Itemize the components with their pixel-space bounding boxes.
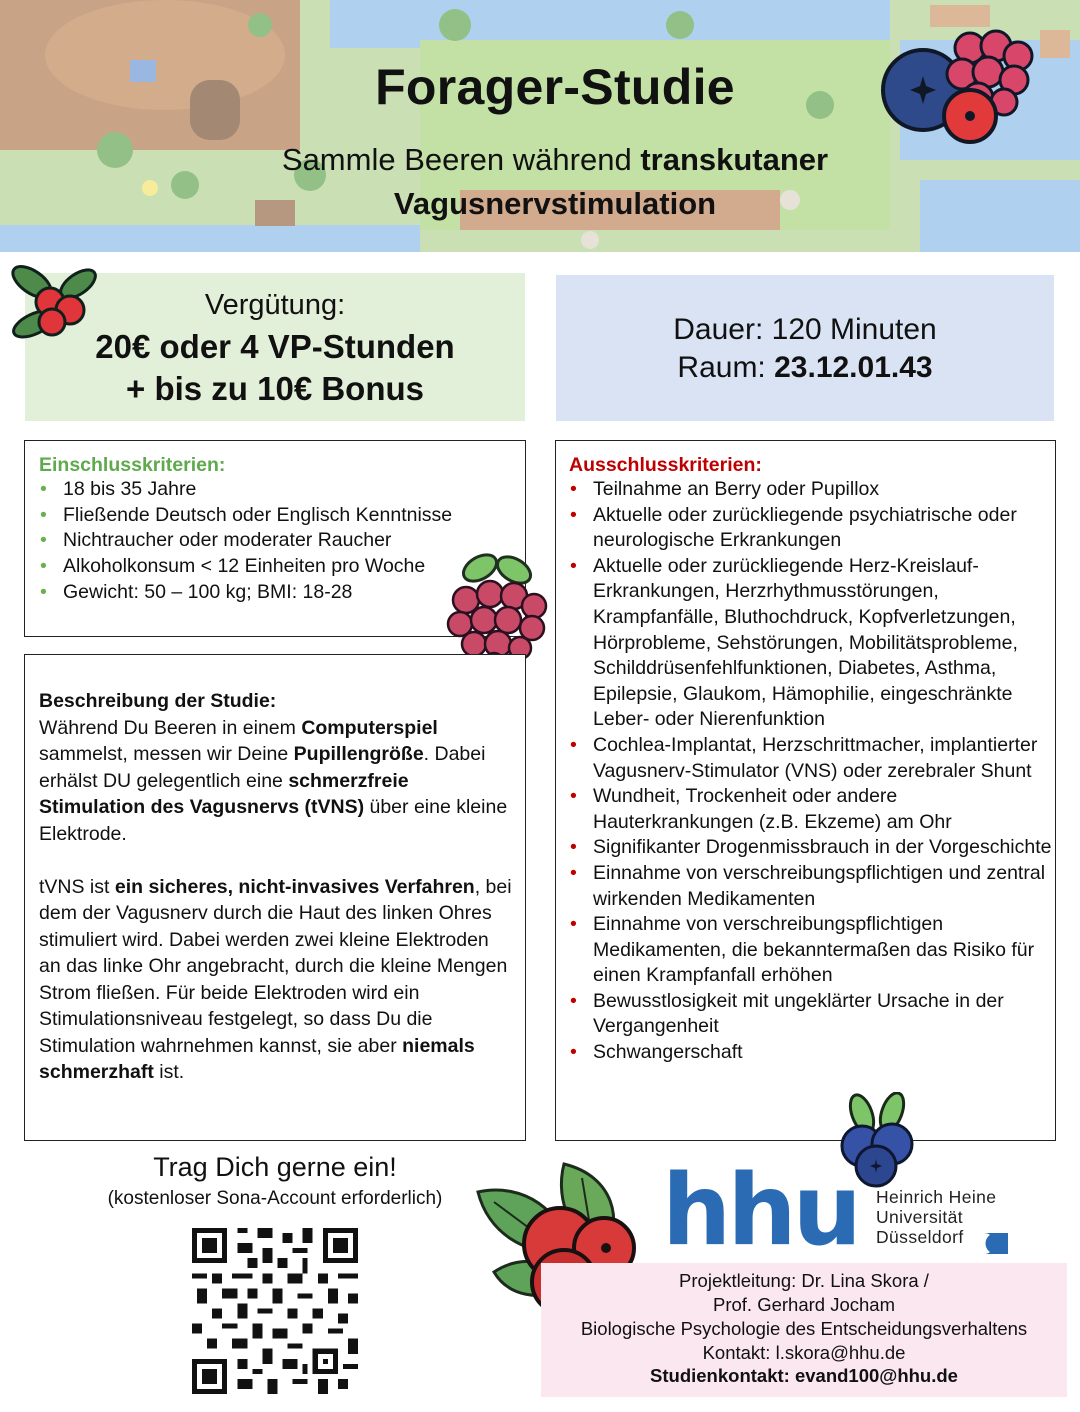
list-item: • Bewusstlosigkeit mit ungeklärter Ursache in der Vergangenheit — [569, 989, 1053, 1040]
text-run-bold: ein sicheres, nicht-invasives Verfahren — [114, 875, 475, 898]
exclusion-panel — [555, 440, 1056, 1141]
hhu-logo-text: hhu — [662, 1168, 858, 1260]
list-item: • Einnahme von verschreibungspflichtigen und zentral wirkenden Medikamenten — [569, 861, 1053, 912]
contact-email[interactable]: Kontakt: l.skora@hhu.de — [702, 1342, 906, 1363]
text-run-bold: schmerzfreie Stimulation des Vagusnervs (tVNS) — [39, 769, 409, 818]
list-item: • Schwangerschaft — [569, 1040, 1053, 1066]
description-panel — [24, 654, 526, 1141]
duration-box — [556, 275, 1054, 421]
list-item: • Aktuelle oder zurückliegende psychiatrische oder neurologische Erkrankungen — [569, 503, 1053, 554]
list-item: • Fließende Deutsch oder Englisch Kenntnisse — [39, 503, 519, 529]
list-item: • Einnahme von verschreibungspflichtigen Medikamenten, die bekanntermaßen das Risiko für einen Krampfanfall erhöhen — [569, 912, 1053, 989]
compensation-bonus: + bis zu 10€ Bonus — [126, 370, 424, 407]
study-contact-email[interactable]: Studienkontakt: evand100@hhu.de — [650, 1365, 958, 1386]
university-name-line-3: Düsseldorf — [876, 1227, 964, 1247]
department-name: Biologische Psychologie des Entscheidungsverhaltens — [580, 1318, 1028, 1339]
room-value: 23.12.01.43 — [774, 351, 933, 384]
list-item: • Alkoholkonsum < 12 Einheiten pro Woche — [39, 554, 519, 580]
compensation-label: Vergütung: — [204, 289, 346, 321]
exclusion-list — [569, 477, 1053, 1066]
list-item: • Wundheit, Trockenheit oder andere Hauterkrankungen (z.B. Ekzeme) am Ohr — [569, 784, 1053, 835]
signup-note: (kostenloser Sona-Account erforderlich) — [107, 1188, 443, 1209]
text-run: , bei dem der Vagusnerv durch die Haut des linken Ohres stimuliert wird. Dabei werden zwei kleine Elektroden an das linke Ohr angebracht, durch die kleine Mengen Strom fließen. Für beide Elektroden wird ein Stimulationsniveau festgelegt, so dass Du die Stimulation wahrnehmen kannst, sie aber — [39, 875, 512, 1057]
text-run-bold: niemals schmerzhaft — [39, 1034, 475, 1083]
room-label: Raum: — [677, 351, 775, 384]
text-run: ist. — [153, 1061, 185, 1083]
list-item: • Signifikanter Drogenmissbrauch in der Vorgeschichte — [569, 835, 1053, 861]
inclusion-title: Einschlusskriterien: — [39, 454, 226, 476]
compensation-box — [25, 273, 525, 421]
list-item: • Aktuelle oder zurückliegende Herz-Kreislauf-Erkrankungen, Herzrhythmusstörungen, Krampfanfälle, Bluthochdruck, Kopfverletzungen, Hörprobleme, Sehstörungen, Mobilitätsprobleme, Schilddrüsenfehlfunktionen, Diabetes, Asthma, Epilepsie, Glaukom, Hämophilie, eingeschränkte Leber- oder Nierenfunktion — [569, 554, 1053, 733]
page-title: Forager-Studie — [375, 59, 735, 115]
text-run: Während Du Beeren in einem — [39, 716, 302, 739]
university-name-line-1: Heinrich Heine — [876, 1187, 997, 1207]
contact-box — [541, 1263, 1067, 1397]
duration-text: Dauer: 120 Minuten — [673, 313, 937, 346]
compensation-amount: 20€ oder 4 VP-Stunden — [95, 328, 455, 365]
list-item: • Nichtraucher oder moderater Raucher — [39, 528, 519, 554]
text-run-bold: Computerspiel — [301, 716, 438, 739]
list-item: • Teilnahme an Berry oder Pupillox — [569, 477, 1053, 503]
text-run: sammelst, messen wir Deine — [39, 743, 294, 765]
text-run: über eine kleine Elektrode. — [39, 796, 508, 845]
project-lead-line-2: Prof. Gerhard Jocham — [713, 1294, 895, 1315]
text-run: . Dabei erhälst DU gelegentlich eine — [39, 743, 486, 792]
page-subtitle — [195, 138, 915, 226]
list-item: • Cochlea-Implantat, Herzschrittmacher, implantierter Vagusnerv-Stimulator (VNS) oder zerebraler Shunt — [569, 733, 1053, 784]
project-lead-line-1: Projektleitung: Dr. Lina Skora / — [679, 1270, 929, 1291]
text-run-bold: Pupillengröße — [293, 743, 424, 765]
subtitle-bold-2: Vagusnervstimulation — [393, 186, 717, 221]
description-title: Beschreibung der Studie: — [39, 690, 277, 712]
university-name-line-2: Universität — [876, 1207, 964, 1227]
list-item: • Gewicht: 50 – 100 kg; BMI: 18-28 — [39, 580, 519, 606]
text-run: tVNS ist — [39, 875, 115, 898]
subtitle-bold-1: transkutaner — [640, 142, 829, 177]
qr-code-icon[interactable] — [192, 1228, 358, 1394]
room-text — [556, 351, 1054, 385]
cranberry-cluster-icon — [8, 258, 100, 342]
header-banner — [0, 0, 1080, 252]
list-item: • 18 bis 35 Jahre — [39, 477, 519, 503]
signup-cta: Trag Dich gerne ein! — [153, 1152, 397, 1182]
blueberry-raspberry-icon — [878, 18, 1038, 148]
exclusion-title: Ausschlusskriterien: — [569, 454, 762, 476]
university-name — [876, 1187, 996, 1247]
description-text — [39, 688, 515, 1086]
description-paragraph-1 — [39, 688, 515, 847]
description-paragraph-2 — [39, 874, 515, 1086]
subtitle-text: Sammle Beeren während — [281, 142, 641, 177]
